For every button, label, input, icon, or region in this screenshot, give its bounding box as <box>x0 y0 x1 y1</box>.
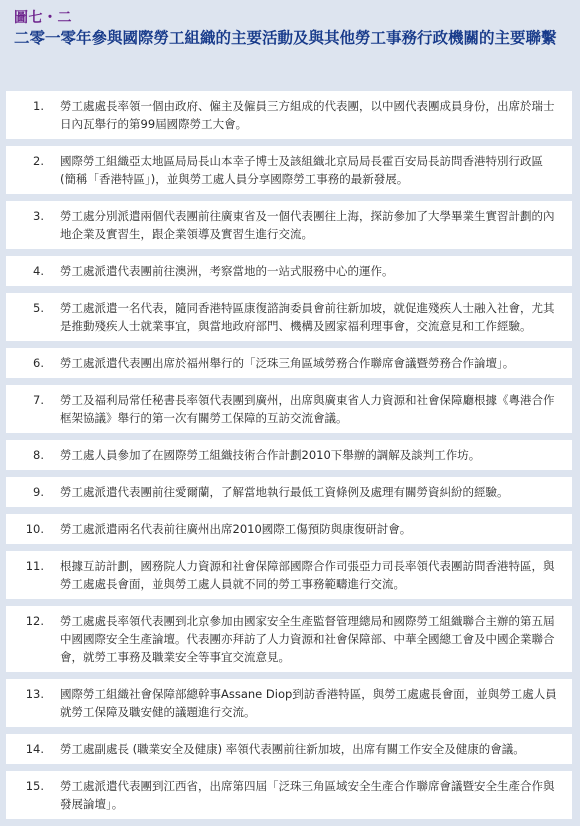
list-item <box>6 679 572 727</box>
list-item-number: 1. <box>33 99 44 113</box>
list-item-number: 7. <box>33 393 44 407</box>
list-item-number: 4. <box>33 264 44 278</box>
list-item-text: 勞工處派遣兩名代表前往廣州出席2010國際工傷預防與康復研討會。 <box>60 522 412 536</box>
list-item-number: 5. <box>33 301 44 315</box>
figure-label: 圖七・二 <box>14 10 72 26</box>
list-item <box>6 293 572 341</box>
list-item <box>6 146 572 194</box>
list-item-number: 15. <box>25 779 44 793</box>
list-item <box>6 348 572 378</box>
list-item <box>6 201 572 249</box>
page-title: 二零一零年參與國際勞工組織的主要活動及與其他勞工事務行政機關的主要聯繫 <box>14 29 557 47</box>
list-item-number: 10. <box>25 522 44 536</box>
list-item-text: 勞工及福利局常任秘書長率領代表團到廣州，出席與廣東省人力資源和社會保障廳根據《粵港合作框架協議》舉行的第一次有關勞工保障的互訪交流會議。 <box>60 393 555 425</box>
list-item-text: 勞工處派遣代表團前往澳洲，考察當地的一站式服務中心的運作。 <box>60 264 394 278</box>
list-item-number: 11. <box>25 559 44 573</box>
activity-list <box>6 91 572 826</box>
list-item-number: 12. <box>25 614 44 628</box>
list-item-text: 勞工處處長率領代表團到北京參加由國家安全生產監督管理總局和國際勞工組織聯合主辦的第五屆中國國際安全生產論壇。代表團亦拜訪了人力資源和社會保障部、中華全國總工會及中國企業聯合會，就勞工事務及職業安全等事宜交流意見。 <box>60 614 555 664</box>
list-item-number: 3. <box>33 209 44 223</box>
list-item-text: 根據互訪計劃，國務院人力資源和社會保障部國際合作司張亞力司長率領代表團訪問香港特區，與勞工處處長會面，並與勞工處人員就不同的勞工事務範疇進行交流。 <box>60 559 555 591</box>
list-item-text: 勞工處派遣代表團出席於福州舉行的「泛珠三角區域勞務合作聯席會議暨勞務合作論壇」。 <box>60 356 515 370</box>
list-item-text: 勞工處分別派遣兩個代表團前往廣東省及一個代表團往上海，探訪參加了大學畢業生實習計劃的內地企業及實習生，跟企業領導及實習生進行交流。 <box>60 209 555 241</box>
list-item <box>6 440 572 470</box>
list-item-text: 國際勞工組織社會保障部總幹事Assane Diop到訪香港特區，與勞工處處長會面，並與勞工處人員就勞工保障及職安健的議題進行交流。 <box>60 687 557 719</box>
list-item <box>6 91 572 139</box>
list-item-text: 勞工處副處長 (職業安全及健康) 率領代表團前往新加坡，出席有關工作安全及健康的會議。 <box>60 742 525 756</box>
list-item-number: 6. <box>33 356 44 370</box>
list-item-text: 勞工處派遣代表團前往愛爾蘭，了解當地執行最低工資條例及處理有關勞資糾紛的經驗。 <box>60 485 509 499</box>
list-item-number: 9. <box>33 485 44 499</box>
list-item <box>6 514 572 544</box>
list-item <box>6 551 572 599</box>
list-item-number: 14. <box>25 742 44 756</box>
list-item-text: 勞工處派遣代表團到江西省，出席第四屆「泛珠三角區域安全生產合作聯席會議暨安全生產合作與發展論壇」。 <box>60 779 555 811</box>
list-item <box>6 477 572 507</box>
list-item-text: 勞工處處長率領一個由政府、僱主及僱員三方組成的代表團，以中國代表團成員身份，出席於瑞士日內瓦舉行的第99屆國際勞工大會。 <box>60 99 555 131</box>
list-item-text: 勞工處人員參加了在國際勞工組織技術合作計劃2010下舉辦的調解及談判工作坊。 <box>60 448 481 462</box>
list-item-text: 國際勞工組織亞太地區局局長山本幸子博士及該組織北京局局長霍百安局長訪問香港特別行政區 (簡稱「香港特區」)，並與勞工處人員分享國際勞工事務的最新發展。 <box>60 154 543 186</box>
list-item <box>6 771 572 819</box>
list-item <box>6 734 572 764</box>
list-item <box>6 385 572 433</box>
list-item-number: 13. <box>25 687 44 701</box>
list-item-text: 勞工處派遣一名代表，隨同香港特區康復諮詢委員會前往新加坡，就促進殘疾人士融入社會，尤其是推動殘疾人士就業事宜，與當地政府部門、機構及國家福利理事會，交流意見和工作經驗。 <box>60 301 555 333</box>
list-item <box>6 606 572 672</box>
list-item <box>6 256 572 286</box>
list-item-number: 2. <box>33 154 44 168</box>
list-item-number: 8. <box>33 448 44 462</box>
